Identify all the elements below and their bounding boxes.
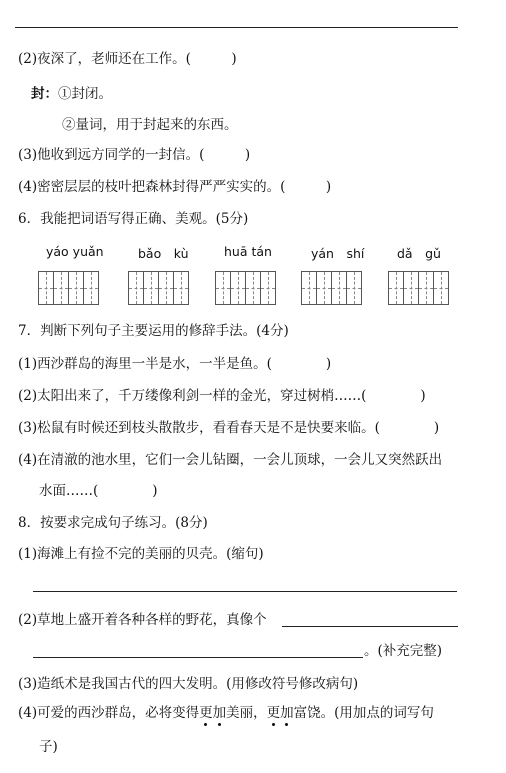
pinyin-2: bǎo kù	[138, 246, 189, 261]
q8-item-1: (1)海滩上有捡不完的美丽的贝壳。(缩句)	[18, 546, 264, 562]
dotted-word-4: 加	[280, 705, 294, 721]
answer-line-1[interactable]	[33, 591, 457, 592]
writing-grid-4[interactable]	[301, 271, 362, 305]
q8-item-4-mid-2: 富饶。(用加点的词写句	[293, 705, 434, 721]
dotted-word-3: 更	[266, 705, 281, 721]
pinyin-1: yáo yuǎn	[46, 244, 104, 259]
q8-item-4-pre: (4)可爱的西沙群岛，必将变得	[18, 705, 200, 721]
dictionary-head: 封：	[31, 86, 58, 102]
dictionary-entry	[31, 85, 112, 103]
q7-item-2: (2)太阳出来了，千万缕像利剑一样的金光，穿过树梢……( )	[18, 388, 426, 404]
writing-grid-2[interactable]	[128, 271, 189, 305]
pinyin-5: dǎ gǔ	[397, 246, 441, 261]
q7-title: 7．判断下列句子主要运用的修辞手法。(4分)	[18, 323, 289, 339]
answer-line-2[interactable]	[282, 626, 458, 627]
q8-item-4-mid-1: 美丽，	[226, 705, 267, 721]
answer-line-3[interactable]	[33, 657, 363, 658]
q8-title: 8．按要求完成句子练习。(8分)	[18, 515, 208, 531]
writing-grid-5[interactable]	[388, 271, 449, 305]
q5-item-2: (2)夜深了，老师还在工作。( )	[18, 51, 237, 67]
q8-item-3: (3)造纸术是我国古代的四大发明。(用修改符号修改病句)	[18, 676, 359, 692]
q7-item-1: (1)西沙群岛的海里一半是水，一半是鱼。( )	[18, 356, 332, 372]
q7-item-4-line-1: (4)在清澈的池水里，它们一会儿钻圈，一会儿顶球，一会儿又突然跃出	[18, 452, 443, 468]
q8-item-2: (2)草地上盛开着各种各样的野花，真像个	[18, 612, 267, 628]
q7-item-4-line-2: 水面……( )	[39, 483, 158, 499]
q7-item-3: (3)松鼠有时候还到枝头散散步，看看春天是不是快要来临。( )	[18, 420, 440, 436]
top-rule	[15, 27, 458, 28]
writing-grid-3[interactable]	[215, 271, 276, 305]
q8-item-4	[18, 704, 434, 722]
dotted-word-1: 更	[199, 705, 213, 721]
q8-item-4-end: 子)	[39, 739, 58, 755]
pinyin-3: huā tán	[224, 244, 272, 259]
dictionary-def-1: ①封闭。	[58, 86, 112, 102]
q6-title: 6．我能把词语写得正确、美观。(5分)	[18, 211, 249, 227]
q8-item-2-end: 。(补充完整)	[364, 643, 443, 659]
q5-item-4: (4)密密层层的枝叶把森林封得严严实实的。( )	[18, 179, 332, 195]
dotted-word-2: 加	[212, 705, 227, 721]
q5-item-3: (3)他收到远方同学的一封信。( )	[18, 147, 251, 163]
dictionary-def-2: ②量词，用于封起来的东西。	[62, 117, 238, 133]
pinyin-4: yán shí	[311, 246, 365, 261]
writing-grid-1[interactable]	[38, 271, 99, 305]
